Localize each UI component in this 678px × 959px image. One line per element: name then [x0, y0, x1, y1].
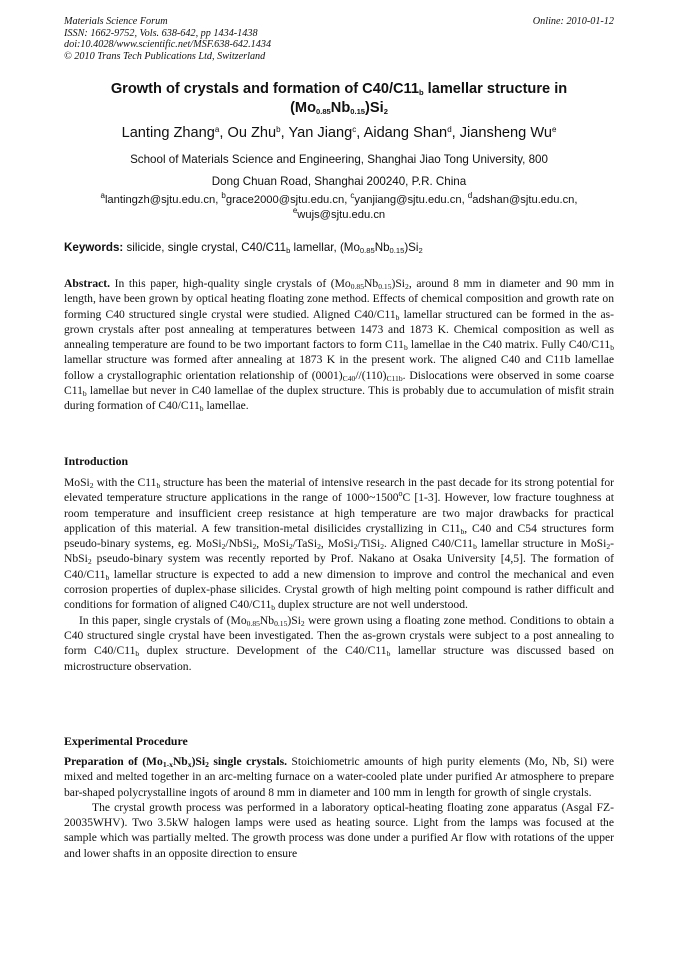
keywords-text: )Si	[404, 241, 419, 254]
author-separator: ,	[356, 125, 364, 141]
subscript: b	[286, 246, 291, 255]
author-affiliation-mark: b	[276, 125, 281, 134]
email-address[interactable]: adshan@sjtu.edu.cn	[472, 194, 575, 206]
paragraph: In this paper, single crystals of $(Mo_{0.85}Nb_{0.15})Si_2$ were grown using a floating zone method. Conditions to obtain a C40 structured single crystal have been investigated. Then the as-grown crystals were subject to a post annealing to form $C40/C11_b$ duplex structure. Development of the $C40/C11_b$ lamellar structure was discussed based on microstructure observation.	[64, 613, 614, 673]
author-name: Lanting Zhang	[121, 125, 215, 141]
author-name: Aidang Shan	[363, 125, 448, 141]
abstract-text: lamellar structure was formed after annealing at 1873 K in the present work. The aligned C40 and C11b lamellae follow a crystallographic orientation relationship of (0001)	[64, 353, 614, 382]
author-affiliation-mark: c	[352, 125, 357, 134]
subscript: b	[395, 312, 400, 322]
email-mark: b	[221, 191, 226, 200]
email-separator: ,	[215, 194, 222, 206]
author-affiliation-mark: e	[551, 125, 557, 134]
paragraph: MoSi$_2$ with the $C11_b$ structure has been the material of intensive research in the past decade for its strong potential for elevated temperature structure applications in the range of 1000~1500$^o$C [1-3]. However, low fracture toughness at room temperature and insufficient creep resistance at high temperature are two major drawbacks for practical application of this material. A few transition-metal disilicides crystallizing in $C11_b$, C40 and C54 structures form pseudo-binary systems, eg. MoSi$_2$/NbSi$_2$, MoSi$_2$/TaSi$_2$, MoSi$_2$/TiSi$_2$. Aligned $C40/C11_b$ lamellar structure in MoSi$_2$-NbSi$_2$ pseudo-binary system was recently reported by Prof. Nakano at Osaka University [4,5]. The formation of $C40/C11_b$ lamellar structure is expected to add a new dimension to improve and control the mechanical and even corrosion properties of duplex-phase silicides. Crystal growth of high melting point compound is rather difficult and conditions for formation of aligned $C40/C11_b$ duplex structure are not well understood.	[64, 476, 615, 613]
title-text: Nb	[330, 100, 351, 116]
title-subscript: 0.85	[316, 107, 331, 116]
abstract-text: , around 8 mm in diameter and 90 mm in length, have been grown by optical heating floating zone method. Effects of chemical composition and growth rate on forming C40 structured single crystal were studied. Aligned C40/C11	[64, 277, 614, 321]
copyright-line: © 2010 Trans Tech Publications Ltd, Switzerland	[64, 50, 266, 62]
subscript: 0.15	[389, 246, 405, 255]
abstract-text: . Dislocations were observed in some coarse C11	[64, 368, 614, 398]
email-address[interactable]: lantingzh@sjtu.edu.cn	[104, 194, 216, 206]
subscript: 0.85	[359, 246, 375, 255]
title-text: (Mo	[290, 100, 316, 116]
section-heading-experimental: Experimental Procedure	[64, 734, 188, 748]
doi-line: doi:10.4028/www.scientific.net/MSF.638-642.1434	[64, 39, 272, 51]
abstract	[64, 276, 614, 414]
title-text: lamellar structure in	[423, 81, 568, 97]
abstract-text: )Si	[391, 277, 406, 290]
paper-title	[64, 80, 614, 118]
email-list	[64, 193, 614, 222]
online-date: Online: 2010-01-12	[532, 16, 614, 27]
email-mark: e	[292, 205, 298, 215]
abstract-text: lamellae.	[203, 399, 249, 413]
author-separator: ,	[219, 125, 228, 141]
email-mark: c	[350, 191, 355, 200]
author-affiliation-mark: d	[447, 125, 452, 134]
author-list	[64, 123, 614, 143]
abstract-text: lamellae in the C40 matrix. Fully C40/C11	[407, 338, 611, 352]
email-separator: ,	[461, 194, 468, 206]
issn-line: ISSN: 1662-9752, Vols. 638-642, pp 1434-1438	[64, 27, 258, 39]
email-address[interactable]: yanjiang@sjtu.edu.cn	[354, 194, 462, 206]
journal-name: Materials Science Forum	[64, 16, 168, 27]
experimental-body	[64, 754, 614, 861]
abstract-text: //(110)	[355, 368, 387, 382]
affiliation-line: School of Materials Science and Engineering, Shanghai Jiao Tong University, 800	[130, 153, 548, 166]
author-separator: ,	[451, 125, 460, 141]
email-separator: ,	[344, 194, 351, 206]
author-name: Jiansheng Wu	[459, 125, 552, 141]
introduction-body	[64, 475, 614, 674]
subscript: 2	[418, 246, 423, 255]
email-mark: a	[100, 191, 105, 200]
abstract-text: Nb	[364, 277, 379, 290]
title-text: Growth of crystals and formation of C40/C11	[110, 81, 419, 97]
subscript: C40	[342, 373, 356, 383]
subscript: 0.85	[350, 282, 365, 291]
keywords-label: Keywords:	[64, 241, 124, 254]
title-subscript: 2	[383, 107, 388, 116]
author-name: Ou Zhu	[227, 125, 277, 141]
email-separator: ,	[574, 194, 578, 206]
subscript: b	[199, 404, 204, 414]
email-address[interactable]: wujs@sjtu.edu.cn	[297, 208, 386, 221]
title-subscript: b	[418, 88, 424, 97]
subscript: b	[610, 343, 615, 353]
subscript: C11b	[386, 373, 403, 383]
abstract-text: lamellar structured can be formed in the as-grown crystals after post annealing at temperatures between 1473 and 1873 K. Chemical composition as well as annealing temperature are found to be two important factors to form C11	[64, 307, 614, 352]
subscript: 0.15	[378, 282, 392, 291]
paragraph: The crystal growth process was performed in a laboratory optical-heating floating zone apparatus (Asgal FZ-20035WHV). Two 3.5kW halogen lamps were used as heating source. Light from the lamps was focused at the sample which was partially melted. The growth process was done under a purified Ar flow with rotations of the upper and lower shafts in an opposite direction to ensure	[64, 800, 614, 860]
keywords	[64, 240, 614, 255]
keywords-text: Nb	[374, 241, 390, 254]
keywords-text: silicide, single crystal, C40/C11	[123, 241, 287, 254]
subscript: 2	[405, 282, 409, 291]
email-mark: d	[467, 191, 473, 200]
author-separator: ,	[280, 125, 289, 141]
subscript: b	[82, 389, 87, 399]
journal-header	[64, 16, 614, 62]
abstract-text: lamellae but never in C40 lamellae of the duplex structure. This is probably due to accumulation of misfit strain during formation of C40/C11	[64, 384, 614, 413]
run-in-heading: Preparation of $(Mo_{1-x}Nb_x)Si_2$ single crystals.	[64, 755, 287, 769]
email-address[interactable]: grace2000@sjtu.edu.cn	[225, 194, 345, 206]
abstract-text: In this paper, high-quality single crystals of (Mo	[110, 277, 351, 290]
author-affiliation-mark: a	[214, 125, 220, 134]
subscript: b	[403, 343, 408, 353]
keywords-text: lamellar, (Mo	[290, 241, 360, 254]
affiliation-line: Dong Chuan Road, Shanghai 200240, P.R. China	[211, 174, 467, 188]
abstract-label: Abstract.	[64, 277, 111, 290]
affiliation	[90, 149, 588, 192]
author-name: Yan Jiang	[288, 125, 353, 141]
section-heading-introduction: Introduction	[64, 454, 129, 468]
paragraph: Preparation of $(Mo_{1-x}Nb_x)Si_2$ single crystals. Stoichiometric amounts of high purity elements (Mo, Nb, Si) were mixed and melted together in an arc-melting furnace on a water-cooled plate under purified Ar atmosphere to prepare bar-shaped polycrystalline ingots of around 8 mm in diameter and 100 mm in length for growth of single crystals.	[64, 755, 615, 799]
title-text: )Si	[365, 100, 384, 116]
title-subscript: 0.15	[350, 107, 366, 116]
